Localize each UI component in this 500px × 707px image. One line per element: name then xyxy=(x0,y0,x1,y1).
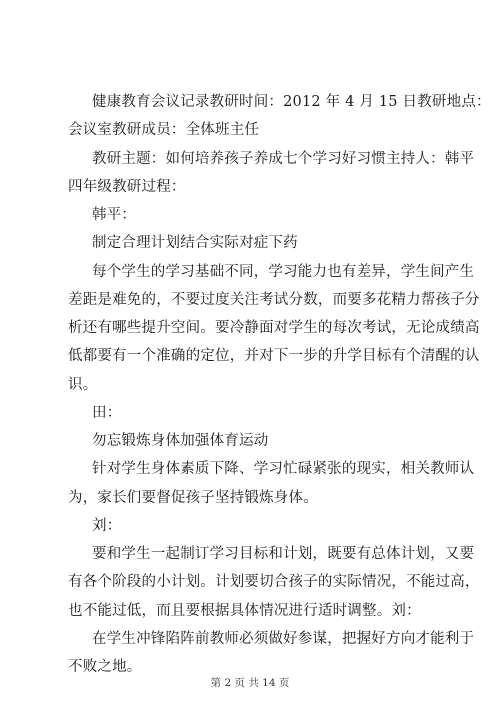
text-line: 会议室教研成员：全体班主任 xyxy=(68,122,260,138)
text-line: 每个学生的学习基础不同，学习能力也有差异，学生间产生 xyxy=(92,264,475,280)
text-line: 健康教育会议记录教研时间：2012 年 4 月 15 日教研地点： xyxy=(92,94,491,110)
section-heading: 制定合理计划结合实际对症下药 xyxy=(92,235,298,251)
text-line: 有各个阶段的小计划。计划要切合孩子的实际情况，不能过高， xyxy=(68,574,480,590)
text-line: 差距是难免的，不要过度关注考试分数，而要多花精力帮孩子分 xyxy=(68,292,480,308)
text-line: 针对学生身体素质下降、学习忙碌紧张的现实，相关教师认 xyxy=(92,461,475,477)
text-line: 也不能过低，而且要根据具体情况进行适时调整。刘： xyxy=(68,603,421,619)
text-line: 四年级教研过程： xyxy=(68,179,186,195)
section-heading: 勿忘锻炼身体加强体育运动 xyxy=(92,433,269,449)
text-line: 不败之地。 xyxy=(68,659,142,675)
text-line: 为，家长们要督促孩子坚持锻炼身体。 xyxy=(68,490,318,506)
text-line: 刘： xyxy=(92,518,122,534)
text-line: 在学生冲锋陷阵前教师必须做好参谋，把握好方向才能利于 xyxy=(92,631,475,647)
text-line: 低都要有一个准确的定位，并对下一步的升学目标有个清醒的认 xyxy=(68,348,480,364)
page-number-footer: 第 2 页 共 14 页 xyxy=(210,677,290,689)
text-line: 教研主题：如何培养孩子养成七个学习好习惯主持人：韩平 xyxy=(92,151,475,167)
text-line: 韩平： xyxy=(92,207,137,223)
text-line: 析还有哪些提升空间。要冷静面对学生的每次考试，无论成绩高 xyxy=(68,320,480,336)
text-line: 田： xyxy=(92,405,122,421)
text-line: 要和学生一起制订学习目标和计划，既要有总体计划，又要 xyxy=(92,546,475,562)
text-line: 识。 xyxy=(68,377,98,393)
